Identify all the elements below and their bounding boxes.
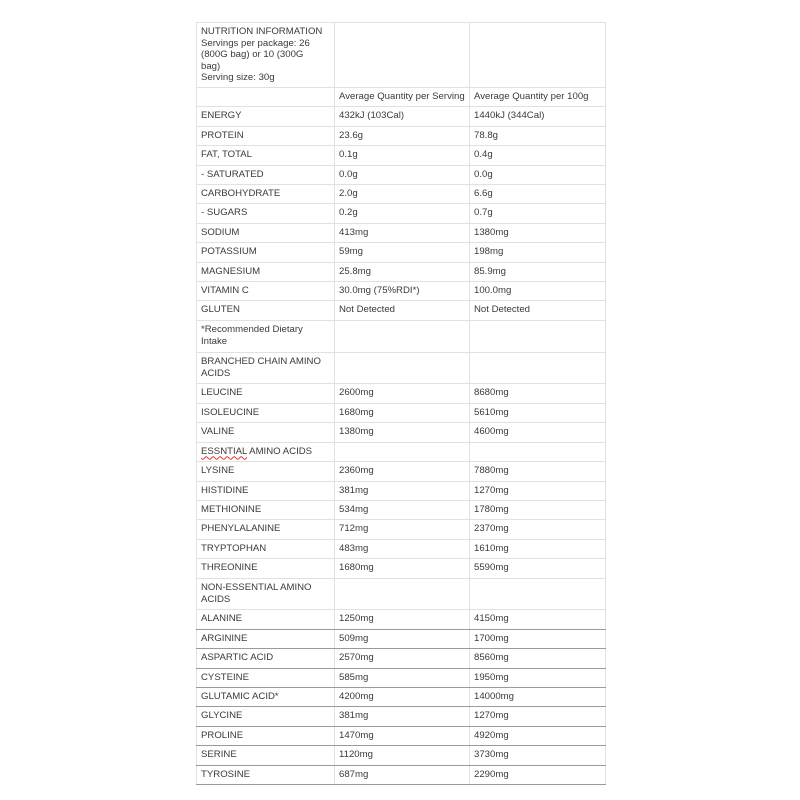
table-row [197,262,606,281]
nutrition-table [196,22,606,785]
table-header-row [197,23,606,88]
value-per-100g: 5590mg [470,559,606,578]
table-row [197,481,606,500]
table-row [197,668,606,687]
nutrient-name: THREONINE [197,559,335,578]
nutrient-name: TRYPTOPHAN [197,539,335,558]
section-row-non-essential [197,578,606,610]
table-row [197,301,606,320]
value-per-100g: 8680mg [470,384,606,403]
table-title: NUTRITION INFORMATION [201,26,323,37]
table-row [197,462,606,481]
table-row [197,165,606,184]
serving-size: Serving size: 30g [201,72,275,84]
nutrient-name: CARBOHYDRATE [197,185,335,204]
value-per-serving: 2600mg [335,384,470,403]
servings-per-package-cont: (800G bag) or 10 (300G [201,49,304,61]
value-per-serving: 413mg [335,223,470,242]
value-per-100g: 4600mg [470,423,606,442]
nutrient-name: ASPARTIC ACID [197,649,335,668]
table-row [197,500,606,519]
value-per-serving: 1120mg [335,746,470,765]
nutrient-name: TYROSINE [197,765,335,784]
value-per-serving: Not Detected [335,301,470,320]
value-per-serving: 0.0g [335,165,470,184]
table-row [197,126,606,145]
nutrient-name: CYSTEINE [197,668,335,687]
nutrient-name: VALINE [197,423,335,442]
nutrient-name: - SATURATED [197,165,335,184]
table-row [197,539,606,558]
value-per-100g: 78.8g [470,126,606,145]
table-row [197,185,606,204]
value-per-serving: 1680mg [335,403,470,422]
value-per-100g: 4150mg [470,610,606,629]
nutrient-name: GLUTEN [197,301,335,320]
value-per-100g: 7880mg [470,462,606,481]
value-per-100g: 1270mg [470,481,606,500]
table-row [197,243,606,262]
value-per-serving: 4200mg [335,687,470,706]
column-header-per-serving: Average Quantity per Serving [335,87,470,106]
value-per-serving: 1680mg [335,559,470,578]
nutrient-name: ARGININE [197,629,335,648]
empty-cell [470,320,606,352]
nutrient-name: ENERGY [197,107,335,126]
value-per-serving: 381mg [335,707,470,726]
empty-cell [470,352,606,384]
nutrient-name: METHIONINE [197,500,335,519]
nutrient-name: POTASSIUM [197,243,335,262]
value-per-100g: 1270mg [470,707,606,726]
value-per-100g: 1950mg [470,668,606,687]
value-per-100g: 1700mg [470,629,606,648]
value-per-serving: 585mg [335,668,470,687]
table-row [197,726,606,745]
value-per-serving: 1250mg [335,610,470,629]
value-per-serving: 0.2g [335,204,470,223]
value-per-serving: 712mg [335,520,470,539]
nutrient-name: HISTIDINE [197,481,335,500]
table-row [197,765,606,784]
section-heading [197,442,335,461]
value-per-100g: 1780mg [470,500,606,519]
value-per-100g: 6.6g [470,185,606,204]
empty-cell [335,23,470,88]
value-per-serving: 687mg [335,765,470,784]
value-per-serving: 25.8mg [335,262,470,281]
value-per-100g: 0.4g [470,146,606,165]
heading-text: AMINO ACIDS [247,445,313,457]
column-header-row [197,87,606,106]
section-row-bcaa [197,352,606,384]
nutrient-name: PHENYLALANINE [197,520,335,539]
value-per-serving: 2.0g [335,185,470,204]
value-per-serving: 432kJ (103Cal) [335,107,470,126]
value-per-100g: 0.0g [470,165,606,184]
table-row [197,423,606,442]
value-per-100g: 2290mg [470,765,606,784]
empty-cell [335,442,470,461]
value-per-100g: 14000mg [470,687,606,706]
table-row [197,649,606,668]
nutrient-name: - SUGARS [197,204,335,223]
table-row [197,403,606,422]
empty-cell [335,578,470,610]
section-heading: NON-ESSENTIAL AMINO ACIDS [197,578,335,610]
nutrient-name: PROLINE [197,726,335,745]
value-per-serving: 1380mg [335,423,470,442]
value-per-100g: 8560mg [470,649,606,668]
section-heading: BRANCHED CHAIN AMINO ACIDS [197,352,335,384]
table-row [197,746,606,765]
nutrient-name: PROTEIN [197,126,335,145]
empty-cell [197,87,335,106]
empty-cell [335,320,470,352]
value-per-serving: 534mg [335,500,470,519]
value-per-100g: 2370mg [470,520,606,539]
nutrient-name: ALANINE [197,610,335,629]
table-row [197,146,606,165]
value-per-serving: 59mg [335,243,470,262]
value-per-100g: Not Detected [470,301,606,320]
nutrient-name: LYSINE [197,462,335,481]
table-row [197,223,606,242]
value-per-100g: 100.0mg [470,282,606,301]
empty-cell [470,23,606,88]
value-per-100g: 5610mg [470,403,606,422]
table-row [197,559,606,578]
servings-per-package-cont2: bag) [201,60,221,72]
nutrient-name: SODIUM [197,223,335,242]
value-per-100g: 1380mg [470,223,606,242]
servings-per-package: Servings per package: 26 [201,37,310,49]
column-header-per-100g: Average Quantity per 100g [470,87,606,106]
value-per-serving: 23.6g [335,126,470,145]
misspelled-word: ESSNTIAL [201,445,248,457]
nutrient-name: VITAMIN C [197,282,335,301]
value-per-serving: 30.0mg (75%RDI*) [335,282,470,301]
table-row [197,520,606,539]
value-per-100g: 1610mg [470,539,606,558]
value-per-100g: 4920mg [470,726,606,745]
empty-cell [335,352,470,384]
value-per-100g: 1440kJ (344Cal) [470,107,606,126]
table-row [197,707,606,726]
value-per-100g: 3730mg [470,746,606,765]
value-per-serving: 2570mg [335,649,470,668]
value-per-100g: 85.9mg [470,262,606,281]
nutrient-name: SERINE [197,746,335,765]
table-row [197,384,606,403]
nutrient-name: ISOLEUCINE [197,403,335,422]
section-heading: *Recommended Dietary Intake [197,320,335,352]
nutrient-name: LEUCINE [197,384,335,403]
value-per-100g: 198mg [470,243,606,262]
value-per-serving: 0.1g [335,146,470,165]
table-row [197,687,606,706]
value-per-serving: 509mg [335,629,470,648]
empty-cell [470,442,606,461]
value-per-serving: 1470mg [335,726,470,745]
table-row [197,610,606,629]
section-row-essential [197,442,606,461]
value-per-serving: 381mg [335,481,470,500]
value-per-serving: 483mg [335,539,470,558]
nutrition-table-container [196,22,605,785]
nutrient-name: FAT, TOTAL [197,146,335,165]
table-row [197,629,606,648]
nutrient-name: GLUTAMIC ACID* [197,687,335,706]
nutrition-info-cell [197,23,335,88]
table-row [197,107,606,126]
rdi-note-row [197,320,606,352]
table-row [197,204,606,223]
empty-cell [470,578,606,610]
nutrient-name: MAGNESIUM [197,262,335,281]
value-per-100g: 0.7g [470,204,606,223]
nutrient-name: GLYCINE [197,707,335,726]
table-row [197,282,606,301]
value-per-serving: 2360mg [335,462,470,481]
